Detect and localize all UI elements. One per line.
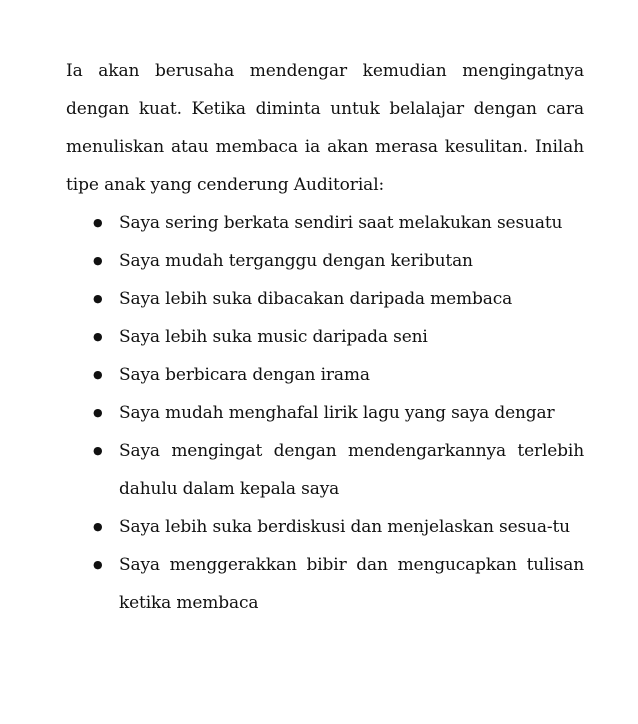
list-item: ● Saya mudah menghafal lirik lagu yang saya dengar (66, 394, 584, 432)
auditory-traits-list (66, 204, 584, 622)
list-item: ● Saya mudah terganggu dengan keributan (66, 242, 584, 280)
list-item: ● Saya lebih suka dibacakan daripada membaca (66, 280, 584, 318)
list-item: ● Saya berbicara dengan irama (66, 356, 584, 394)
intro-paragraph: Ia akan berusaha mendengar kemudian mengingatnya dengan kuat. Ketika diminta untuk belalajar dengan cara menuliskan atau membaca ia akan merasa kesulitan. Inilah tipe anak yang cenderung Auditorial: (66, 61, 584, 195)
list-item: ● Saya lebih suka music daripada seni (66, 318, 584, 356)
list-item: ● Saya lebih suka berdiskusi dan menjelaskan sesua-tu (66, 508, 584, 546)
list-item: ● Saya sering berkata sendiri saat melakukan sesuatu (66, 204, 584, 242)
list-item: ● Saya menggerakkan bibir dan mengucapkan tulisan ketika membaca (66, 546, 584, 622)
list-item: ● Saya mengingat dengan mendengarkannya terlebih dahulu dalam kepala saya (66, 432, 584, 508)
document-page (66, 52, 584, 622)
